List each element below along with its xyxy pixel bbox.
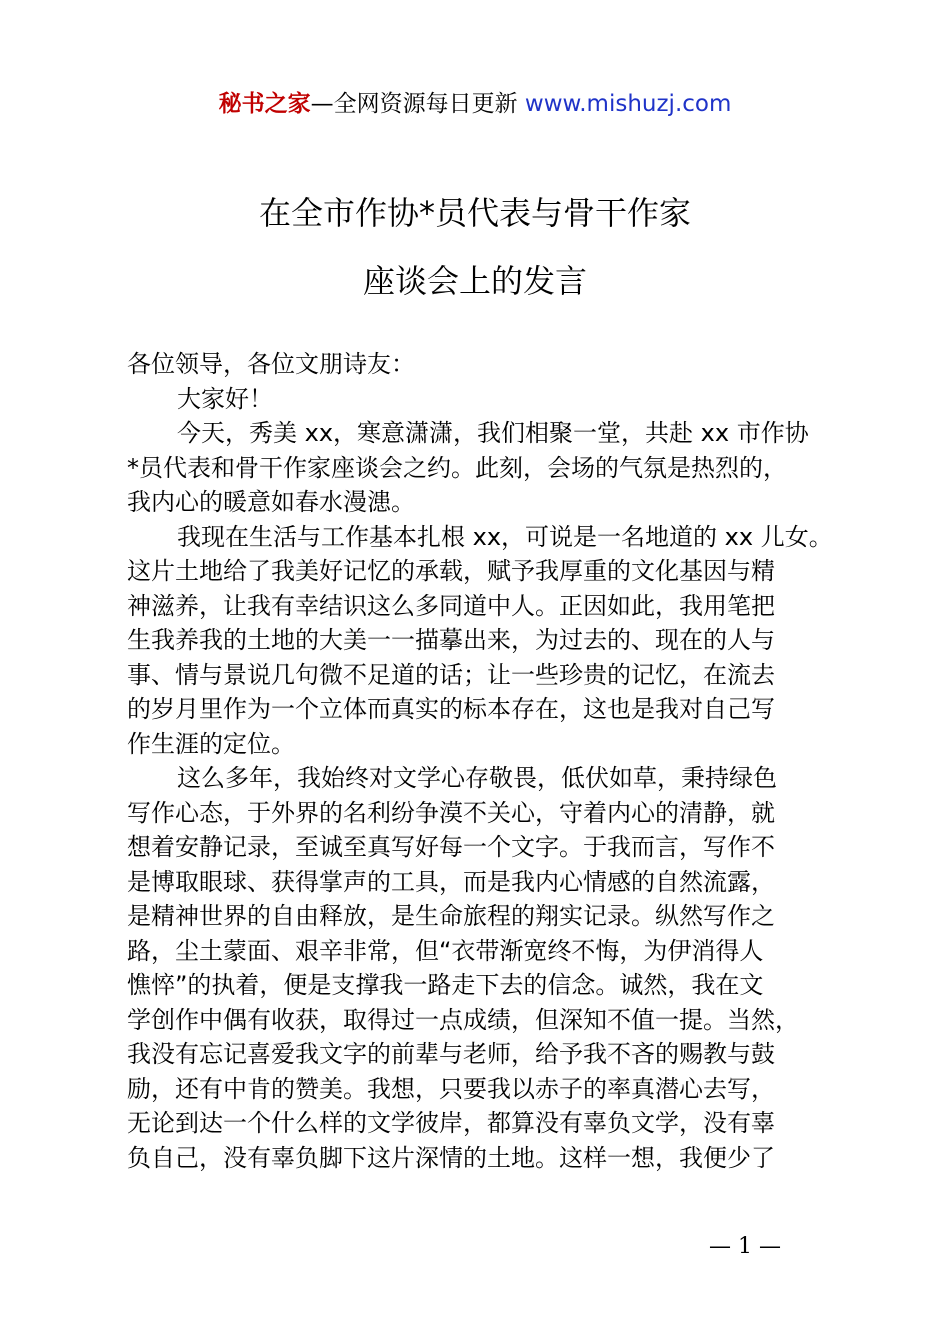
- body-line: 无论到达一个什么样的文学彼岸，都算没有辜负文学，没有辜: [127, 1109, 775, 1137]
- body-line: *员代表和骨干作家座谈会之约。此刻，会场的气氛是热烈的，: [127, 453, 787, 482]
- site-name: 秘书之家: [218, 91, 311, 117]
- body-line: 是精神世界的自由释放，是生命旅程的翔实记录。纵然写作之: [127, 902, 775, 930]
- body-line: 励，还有中肯的赞美。我想，只要我以赤子的率真潜心去写，: [127, 1074, 775, 1103]
- body-line: 事、情与景说几句微不足道的话；让一些珍贵的记忆，在流去: [127, 660, 775, 689]
- body-line: 负自己，没有辜负脚下这片深情的土地。这样一想，我便少了: [127, 1143, 775, 1172]
- body-line: 作生涯的定位。: [127, 729, 295, 758]
- body-line: 学创作中偶有收获，取得过一点成绩，但深知不值一提。当然，: [127, 1005, 799, 1034]
- body-line: 生我养我的土地的大美一一描摹出来，为过去的、现在的人与: [127, 626, 775, 654]
- body-line: 神滋养，让我有幸结识这么多同道中人。正因如此，我用笔把: [127, 591, 775, 620]
- document-title-line-2: 座谈会上的发言: [362, 262, 587, 300]
- salutation-line: 各位领导，各位文朋诗友：: [127, 350, 415, 378]
- body-line: 想着安静记录，至诚至真写好每一个文字。于我而言，写作不: [127, 833, 775, 861]
- body-line: 写作心态，于外界的名利纷争漠不关心，守着内心的清静，就: [127, 798, 775, 827]
- site-url-link[interactable]: www.mishuzj.com: [524, 91, 732, 117]
- body-line: 我内心的暖意如春水漫漶。: [127, 488, 415, 516]
- body-line: 我没有忘记喜爱我文字的前辈与老师，给予我不吝的赐教与鼓: [127, 1040, 775, 1068]
- greeting-line: 大家好！: [177, 384, 273, 413]
- page-number: — 1 —: [709, 1234, 781, 1259]
- site-header: [0, 88, 950, 120]
- site-slogan: —全网资源每日更新: [310, 91, 525, 117]
- body-line: 是博取眼球、获得掌声的工具，而是我内心情感的自然流露，: [127, 867, 775, 896]
- body-line: 憔悴”的执着，便是支撑我一路走下去的信念。诚然，我在文: [127, 971, 764, 999]
- speech-body: [127, 347, 833, 1175]
- body-line: 今天，秀美 xx，寒意潇潇，我们相聚一堂，共赴 xx 市作协: [177, 419, 809, 447]
- body-line: 这片土地给了我美好记忆的承载，赋予我厚重的文化基因与精: [127, 557, 775, 585]
- body-line: 我现在生活与工作基本扎根 xx，可说是一名地道的 xx 儿女。: [177, 522, 833, 551]
- body-line: 路，尘土蒙面、艰辛非常，但“衣带渐宽终不悔，为伊消得人: [127, 936, 764, 965]
- body-line: 这么多年，我始终对文学心存敬畏，低伏如草，秉持绿色: [177, 764, 777, 792]
- document-title-line-1: 在全市作协*员代表与骨干作家: [258, 194, 691, 232]
- body-line: 的岁月里作为一个立体而真实的标本存在，这也是我对自己写: [127, 695, 775, 723]
